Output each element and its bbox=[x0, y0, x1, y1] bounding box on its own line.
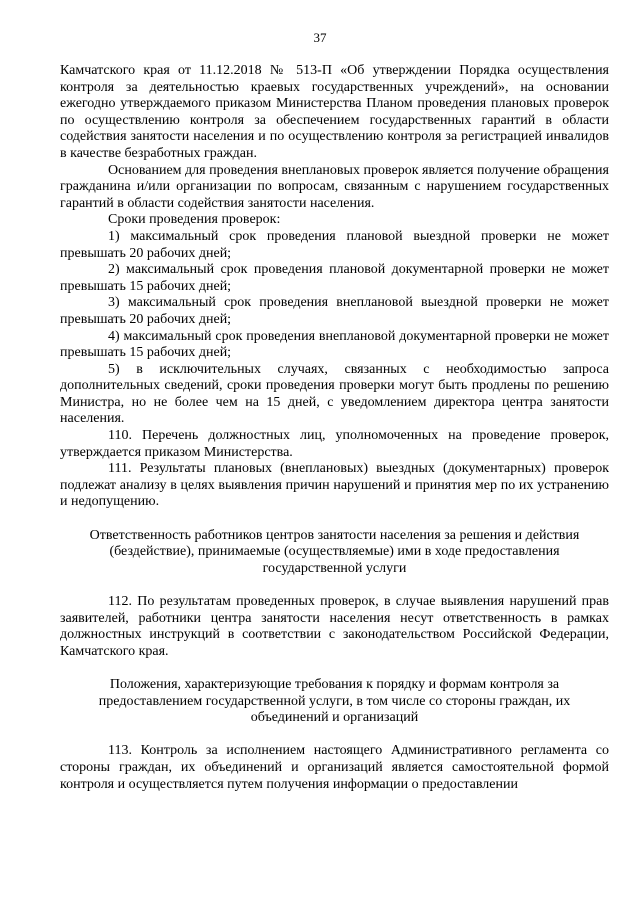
term-item-4: 4) максимальный срок проведения внеплановой документарной проверки не может превышать 15 рабочих дней; bbox=[60, 328, 609, 361]
section-heading-responsibility: Ответственность работников центров занятости населения за решения и действия (бездействие), принимаемые (осуществляемые) ими в ходе предоставления государственной услуги bbox=[89, 527, 580, 576]
paragraph-111: 111. Результаты плановых (внеплановых) выездных (документарных) проверок подлежат анализу в целях выявления причин нарушений и принятия мер по их устранению и недопущению. bbox=[60, 461, 609, 510]
term-item-1: 1) максимальный срок проведения плановой выездной проверки не может превышать 20 рабочих дней; bbox=[60, 228, 609, 261]
paragraph-112: 112. По результатам проведенных проверок, в случае выявления нарушений прав заявителей, работники центра занятости населения несут ответственность в рамках должностных инструкций в соответствии с законодательством Российской Федерации, Камчатского края. bbox=[60, 594, 609, 659]
unscheduled-basis-paragraph: Основанием для проведения внеплановых проверок является получение обращения гражданина и/или организации по вопросам, связанным с нарушением государственных гарантий в области содействия занятости населения. bbox=[60, 162, 609, 211]
intro-paragraph: Камчатского края от 11.12.2018 № 513-П «Об утверждении Порядка осуществления контроля за деятельностью краевых государственных учреждений», на основании ежегодно утверждаемого приказом Министерства Планом проведения плановых проверок по осуществлению контроля за обеспечением государственных гарантий в области содействия занятости населения и по осуществлению контроля за регистрацией инвалидов в качестве безработных граждан. bbox=[60, 63, 609, 161]
section-heading-control-requirements: Положения, характеризующие требования к порядку и формам контроля за предоставлением государственной услуги, в том числе со стороны граждан, их объединений и организаций bbox=[98, 676, 571, 726]
document-body bbox=[60, 63, 609, 793]
terms-title: Сроки проведения проверок: bbox=[108, 212, 281, 228]
term-item-5: 5) в исключительных случаях, связанных с необходимостью запроса дополнительных сведений, сроки проведения проверки могут быть продлены по решению Министра, но не более чем на 15 дней, с уведомлением директора центра занятости населения. bbox=[60, 361, 609, 427]
page-number: 37 bbox=[313, 30, 327, 45]
term-item-2: 2) максимальный срок проведения плановой документарной проверки не может превышать 15 рабочих дней; bbox=[60, 262, 609, 294]
paragraph-113: 113. Контроль за исполнением настоящего Административного регламента со стороны граждан, их объединений и организаций является самостоятельной формой контроля и осуществляется путем получения информации о предоставлении bbox=[60, 743, 609, 792]
paragraph-110: 110. Перечень должностных лиц, уполномоченных на проведение проверок, утверждается приказом Министерства. bbox=[60, 428, 609, 460]
term-item-3: 3) максимальный срок проведения внеплановой выездной проверки не может превышать 20 рабочих дней; bbox=[60, 295, 609, 327]
